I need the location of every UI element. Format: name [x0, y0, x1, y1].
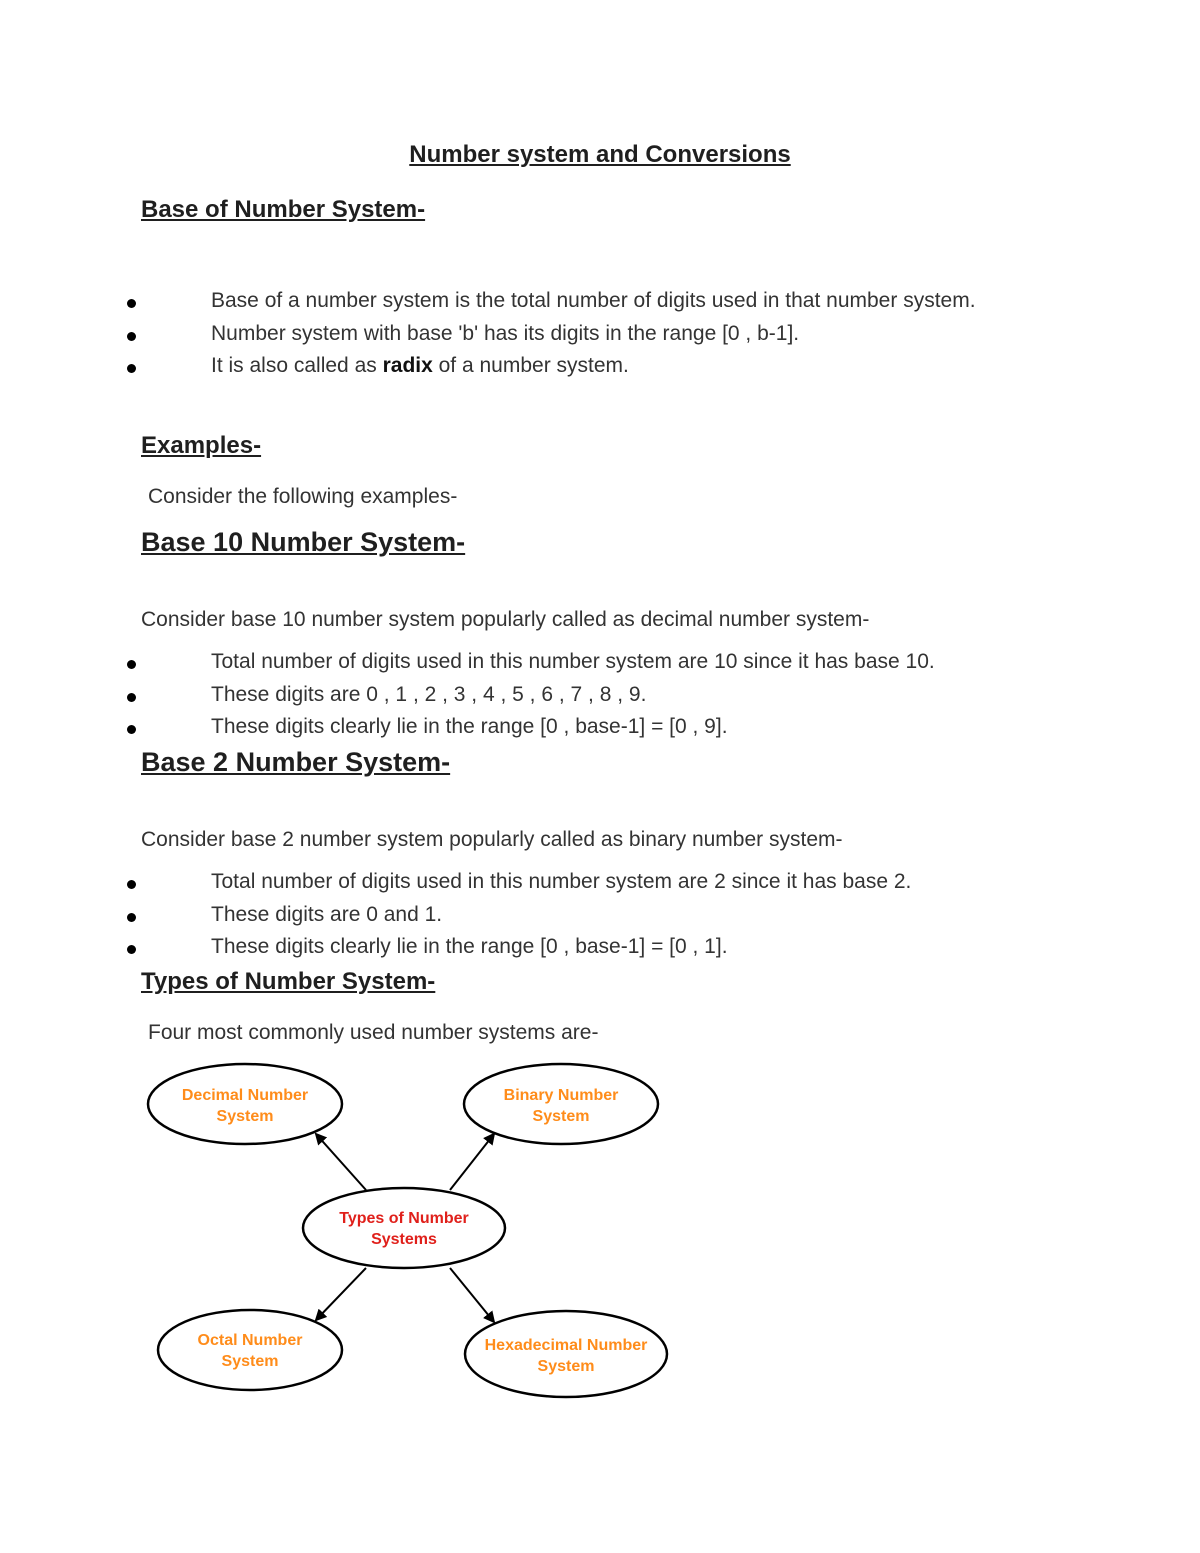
node-octal — [158, 1310, 342, 1390]
node-octal-line1: Octal Number — [197, 1332, 303, 1349]
radix-text-after: of a number system. — [432, 354, 629, 377]
node-center-line1: Types of Number — [339, 1210, 469, 1227]
radix-keyword: radix — [382, 354, 433, 377]
types-intro: Four most commonly used number systems are- — [148, 1021, 599, 1044]
examples-intro: Consider the following examples- — [148, 485, 458, 508]
heading-examples: Examples- — [141, 432, 262, 459]
node-binary-line2: System — [532, 1108, 590, 1125]
node-decimal-line1: Decimal Number — [181, 1087, 309, 1104]
node-center-line2: Systems — [371, 1231, 437, 1248]
heading-base-2: Base 2 Number System- — [141, 747, 451, 777]
node-octal-line2: System — [221, 1353, 279, 1370]
node-decimal-shape — [148, 1064, 342, 1144]
radix-text-before: It is also called as — [211, 354, 383, 377]
node-decimal-line2: System — [216, 1108, 274, 1125]
node-center — [303, 1188, 505, 1268]
arrow-to-octal — [316, 1268, 366, 1320]
node-center-shape — [303, 1188, 505, 1268]
base10-intro: Consider base 10 number system popularly called as decimal number system- — [141, 608, 870, 631]
bullet-text: Total number of digits used in this number system are 10 since it has base 10. — [211, 650, 935, 673]
arrow-to-binary — [450, 1134, 494, 1190]
node-binary-line1: Binary Number — [503, 1087, 619, 1104]
heading-base-of-number-system: Base of Number System- — [141, 196, 426, 223]
node-binary-shape — [464, 1064, 658, 1144]
base2-intro: Consider base 2 number system popularly called as binary number system- — [141, 828, 843, 851]
arrow-to-decimal — [316, 1134, 366, 1190]
node-hex-shape — [465, 1311, 667, 1397]
bullet-text: These digits are 0 and 1. — [211, 902, 443, 926]
arrow-to-hex — [450, 1268, 494, 1322]
bullet-text: Total number of digits used in this number system are 2 since it has base 2. — [211, 870, 912, 893]
heading-base-10: Base 10 Number System- — [141, 527, 466, 557]
page-title: Number system and Conversions — [409, 141, 791, 168]
node-hex-line1: Hexadecimal Number — [484, 1337, 648, 1354]
bullet-text: These digits clearly lie in the range [0 , base-1] = [0 , 9]. — [211, 715, 728, 738]
node-hex — [465, 1311, 667, 1397]
node-hex-line2: System — [537, 1358, 595, 1375]
node-decimal — [148, 1064, 342, 1144]
bullet-text: Number system with base 'b' has its digits in the range [0 , b-1]. — [211, 321, 800, 345]
node-binary — [464, 1064, 658, 1144]
heading-types-of-number-system: Types of Number System- — [141, 968, 436, 995]
bullet-text: These digits clearly lie in the range [0 , base-1] = [0 , 1]. — [211, 935, 728, 958]
bullet-text: Base of a number system is the total number of digits used in that number system. — [211, 289, 976, 312]
bullet-text: These digits are 0 , 1 , 2 , 3 , 4 , 5 , 6 , 7 , 8 , 9. — [211, 682, 647, 706]
node-octal-shape — [158, 1310, 342, 1390]
